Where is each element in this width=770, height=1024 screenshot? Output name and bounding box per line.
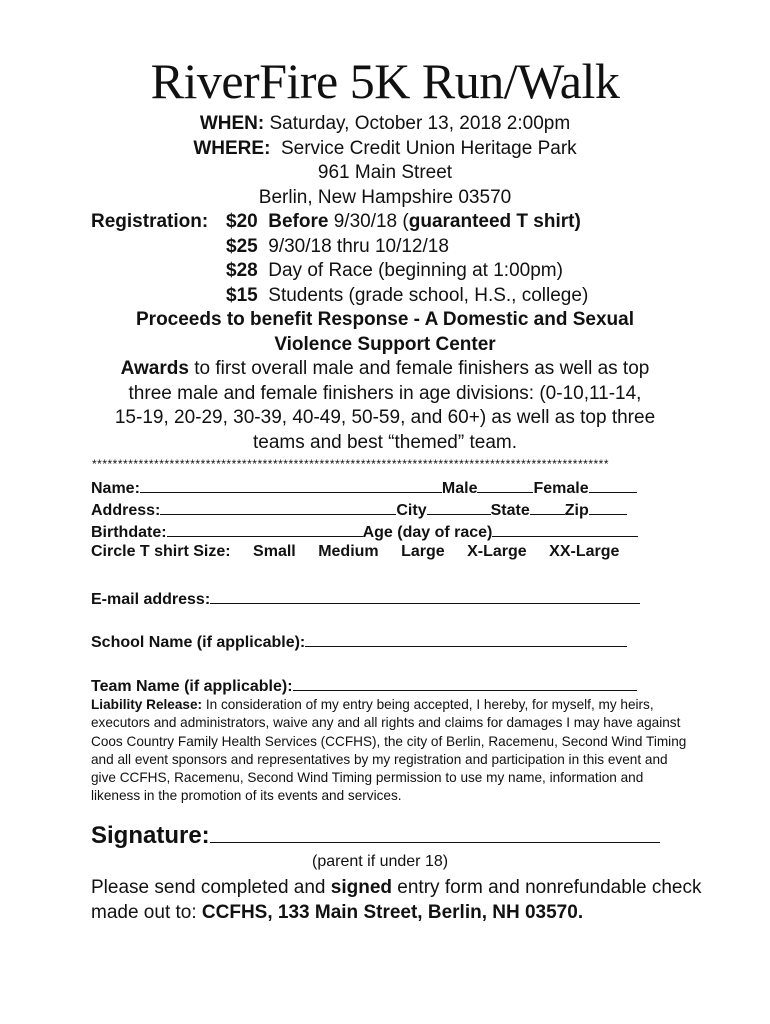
proceeds-line-2: Violence Support Center	[274, 333, 496, 355]
zip-label: Zip	[564, 502, 589, 519]
signature-field[interactable]	[210, 824, 660, 843]
liability-label: Liability Release:	[91, 697, 203, 712]
signature-label: Signature:	[91, 822, 210, 849]
age-field[interactable]	[492, 522, 638, 537]
size-option-large[interactable]: Large	[401, 543, 445, 560]
liability-text: In consideration of my entry being accepted, I hereby, for myself, my heirs, executors and administrators, waive any and all rights and claims for damages I may have against Coos Country Family Health Services (CCFHS), the city of Berlin, Racemenu, Second Wind Timing and all event sponsors and representatives by my registration and participation in this event and give CCFHS, Racemenu, Second Wind Timing permission to use my name, information and likeness in the promotion of its events and services.	[91, 697, 687, 804]
address-field[interactable]	[160, 500, 396, 515]
team-field[interactable]	[293, 676, 637, 691]
awards-line-1	[0, 357, 770, 382]
awards-text: to first overall male and female finishers as well as top	[188, 358, 650, 379]
awards-line-2: three male and female finishers in age divisions: (0-10,11-14,	[128, 382, 642, 404]
awards-line-3: 15-19, 20-29, 30-39, 40-49, 50-59, and 60+) as well as top three	[114, 407, 656, 428]
when-value: Saturday, October 13, 2018 2:00pm	[269, 113, 571, 134]
name-field[interactable]	[140, 478, 442, 493]
email-label: E-mail address:	[91, 591, 211, 608]
where-venue: Service Credit Union Heritage Park	[280, 137, 577, 159]
closing-text-2: entry form and nonrefundable check made out to:	[91, 877, 702, 923]
proceeds-line-1: Proceeds to benefit Response - A Domestic and Sexual	[136, 309, 634, 330]
tshirt-size-row	[91, 543, 619, 561]
where-city: Berlin, New Hampshire 03570	[258, 186, 512, 208]
when-line	[0, 112, 770, 137]
tier-desc: 9/30/18 (	[328, 211, 409, 232]
name-label: Name:	[91, 480, 140, 497]
male-field[interactable]	[477, 478, 533, 493]
female-label: Female	[533, 480, 589, 497]
tshirt-size-label: Circle T shirt Size:	[91, 543, 231, 560]
state-label: State	[490, 502, 530, 519]
tier-desc: Day of Race (beginning at 1:00pm)	[268, 260, 563, 281]
where-street: 961 Main Street	[317, 162, 453, 183]
registration-label: Registration:	[91, 211, 209, 232]
state-field[interactable]	[530, 500, 565, 515]
school-field[interactable]	[305, 632, 627, 647]
tier-price: $28	[226, 260, 258, 281]
separator: ****************************************************************************************************	[92, 457, 609, 471]
awards-line-4: teams and best “themed” team.	[252, 431, 517, 453]
where-label: WHERE:	[193, 137, 271, 159]
signature-row	[91, 822, 660, 850]
tier-desc: 9/30/18 thru 10/12/18	[268, 235, 449, 257]
awards-label: Awards	[120, 358, 189, 379]
female-field[interactable]	[589, 478, 637, 493]
tier-price: $25	[226, 235, 258, 257]
city-label: City	[396, 502, 427, 519]
page-title: RiverFire 5K Run/Walk	[150, 53, 620, 109]
size-option-xx-large[interactable]: XX-Large	[549, 543, 620, 560]
tier-price: $15	[226, 284, 258, 306]
tier-desc-bold: Before	[268, 211, 329, 232]
tier-desc: Students (grade school, H.S., college)	[268, 284, 589, 306]
name-row	[91, 478, 637, 499]
team-row	[91, 676, 637, 697]
registration-tier	[226, 259, 563, 284]
closing-text-1: Please send completed and	[91, 877, 331, 898]
address-row	[91, 500, 627, 521]
signature-note: (parent if under 18)	[312, 853, 449, 870]
zip-field[interactable]	[589, 500, 627, 515]
size-option-small[interactable]: Small	[253, 543, 296, 560]
birthdate-label: Birthdate:	[91, 524, 167, 541]
closing-signed: signed	[330, 877, 393, 898]
birthdate-field[interactable]	[167, 522, 363, 537]
closing-address: CCFHS, 133 Main Street, Berlin, NH 03570.	[201, 901, 584, 923]
birthdate-row	[91, 522, 638, 543]
email-field[interactable]	[210, 589, 640, 604]
email-row	[91, 589, 640, 610]
registration-tier	[226, 210, 581, 235]
size-option-medium[interactable]: Medium	[318, 543, 379, 560]
team-label: Team Name (if applicable):	[91, 678, 293, 695]
age-label: Age (day of race)	[362, 524, 493, 541]
male-label: Male	[441, 480, 478, 497]
liability-release	[91, 696, 687, 806]
size-option-x-large[interactable]: X-Large	[467, 543, 527, 560]
tier-price: $20	[226, 211, 258, 232]
where-line	[0, 137, 770, 162]
address-label: Address:	[91, 502, 161, 519]
registration-tier	[226, 284, 588, 309]
school-label: School Name (if applicable):	[91, 634, 306, 651]
tier-desc-tail: guaranteed T shirt)	[408, 211, 581, 232]
when-label: WHEN:	[199, 113, 265, 134]
closing-instructions	[91, 876, 731, 925]
registration-tier	[226, 235, 449, 260]
school-row	[91, 632, 627, 653]
city-field[interactable]	[427, 500, 491, 515]
